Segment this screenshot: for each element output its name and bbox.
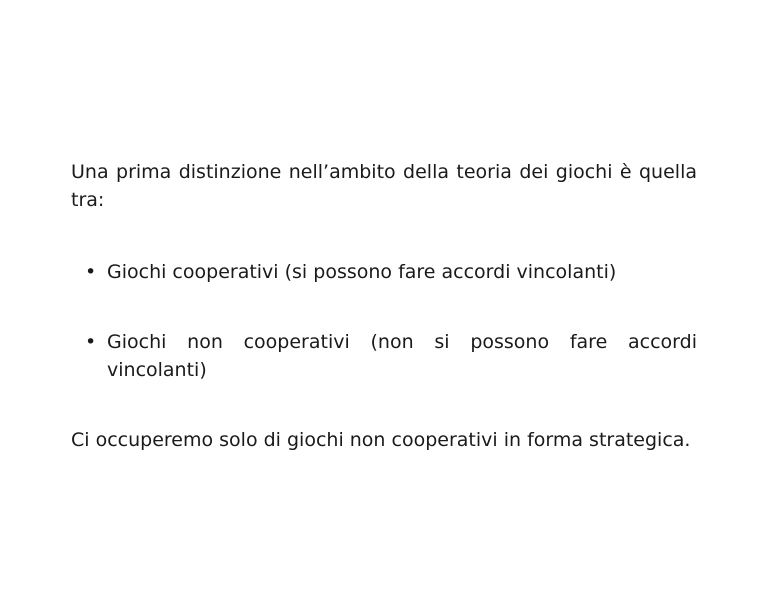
bullet-text: Giochi cooperativi (si possono fare accordi vincolanti) (107, 261, 617, 283)
bullet-icon: • (85, 261, 97, 283)
bullet-text: Giochi non cooperativi (non si possono fare accordi vincolanti) (107, 331, 697, 381)
bullet-list (71, 258, 697, 384)
bullet-icon: • (85, 331, 97, 353)
list-item (71, 328, 697, 384)
intro-paragraph: Una prima distinzione nell’ambito della teoria dei giochi è quella tra: (71, 161, 697, 211)
list-item (71, 258, 697, 286)
slide-content (71, 158, 697, 454)
closing-paragraph: Ci occuperemo solo di giochi non cooperativi in forma strategica. (71, 429, 691, 451)
